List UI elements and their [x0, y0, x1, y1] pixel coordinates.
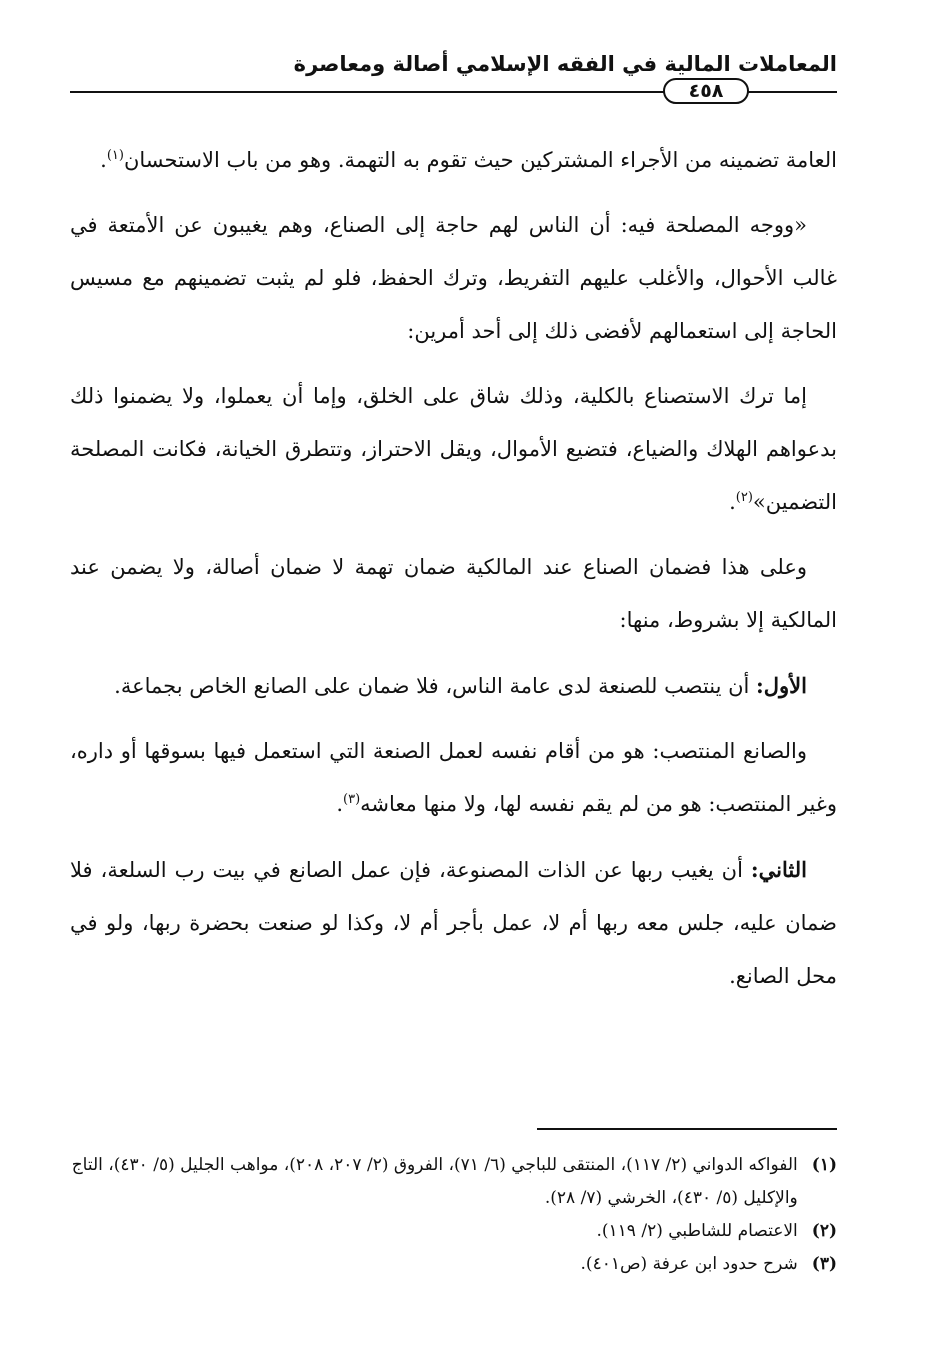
footnote-3 [70, 1248, 837, 1281]
condition-first-label: الأول: [756, 673, 807, 698]
paragraph-6 [70, 725, 837, 831]
paragraph-1-text: العامة تضمينه من الأجراء المشتركين حيث تقوم به التهمة. وهو من باب الاستحسان [123, 148, 837, 172]
footnote-text: الاعتصام للشاطبي (٢/ ١١٩). [596, 1221, 798, 1241]
paragraph-6-text: والصانع المنتصب: هو من أقام نفسه لعمل الصنعة التي استعمل فيها بسوقها أو داره، وغير المنتصب: هو من لم يقم نفسه لها، ولا منها معاشه [70, 739, 837, 816]
footnote-text: الفواكه الدواني (٢/ ١١٧)، المنتقى للباجي (٦/ ٧١)، الفروق (٢/ ٢٠٧، ٢٠٨)، مواهب الجليل (٥/ ٤٣٠)، التاج والإكليل (٥/ ٤٣٠)، الخرشي (٧/ ٢٨). [71, 1155, 798, 1208]
page-number: ٤٥٨ [663, 78, 749, 104]
paragraph-4 [70, 541, 837, 647]
paragraph-7 [70, 843, 837, 1003]
paragraph-5 [70, 659, 837, 713]
footnote-2 [70, 1215, 837, 1248]
paragraph-2 [70, 199, 837, 358]
body-text [70, 134, 837, 1015]
footnote-number: (١) [811, 1155, 837, 1175]
paragraph-1-end: . [100, 148, 107, 172]
footnotes [70, 1149, 837, 1281]
paragraph-6-end: . [336, 792, 343, 816]
footnote-number: (٢) [811, 1221, 837, 1241]
footnote-text: شرح حدود ابن عرفة (ص٤٠١). [580, 1254, 798, 1274]
running-title: المعاملات المالية في الفقه الإسلامي أصالة ومعاصرة [293, 52, 837, 76]
paragraph-3-text: إما ترك الاستصناع بالكلية، وذلك شاق على الخلق، وإما أن يعملوا، ولا يضمنوا ذلك بدعواهم الهلاك والضياع، فتضيع الأموال، ويقل الاحتراز، وتتطرق الخيانة، فكانت المصلحة التضمين» [70, 384, 837, 514]
paragraph-7-text: أن يغيب ربها عن الذات المصنوعة، فإن عمل الصانع في بيت رب السلعة، فلا ضمان عليه، جلس معه ربها أم لا، عمل بأجر أم لا، وكذا لو صنعت بحضرة ربها، ولو في محل الصانع. [70, 858, 837, 988]
paragraph-3 [70, 370, 837, 529]
paragraph-1 [70, 134, 837, 187]
paragraph-3-end: . [729, 490, 736, 514]
footnote-ref-2: (٢) [735, 490, 753, 505]
paragraph-4-text: وعلى هذا فضمان الصناع عند المالكية ضمان تهمة لا ضمان أصالة، ولا يضمن عند المالكية إلا بشروط، منها: [70, 555, 837, 632]
paragraph-2-text: «ووجه المصلحة فيه: أن الناس لهم حاجة إلى الصناع، وهم يغيبون عن الأمتعة في غالب الأحوال، والأغلب عليهم التفريط، وترك الحفظ، فلو لم يثبت تضمينهم مع مسيس الحاجة إلى استعمالهم لأفضى ذلك إلى أحد أمرين: [70, 213, 837, 343]
footnote-ref-3: (٣) [343, 792, 361, 807]
footnote-ref-1: (١) [106, 148, 124, 163]
footnote-1 [70, 1149, 837, 1215]
condition-second-label: الثاني: [750, 857, 807, 882]
paragraph-5-text: أن ينتصب للصنعة لدى عامة الناس، فلا ضمان على الصانع الخاص بجماعة. [114, 674, 757, 698]
footnote-number: (٣) [811, 1254, 837, 1274]
footnote-separator [537, 1128, 837, 1130]
